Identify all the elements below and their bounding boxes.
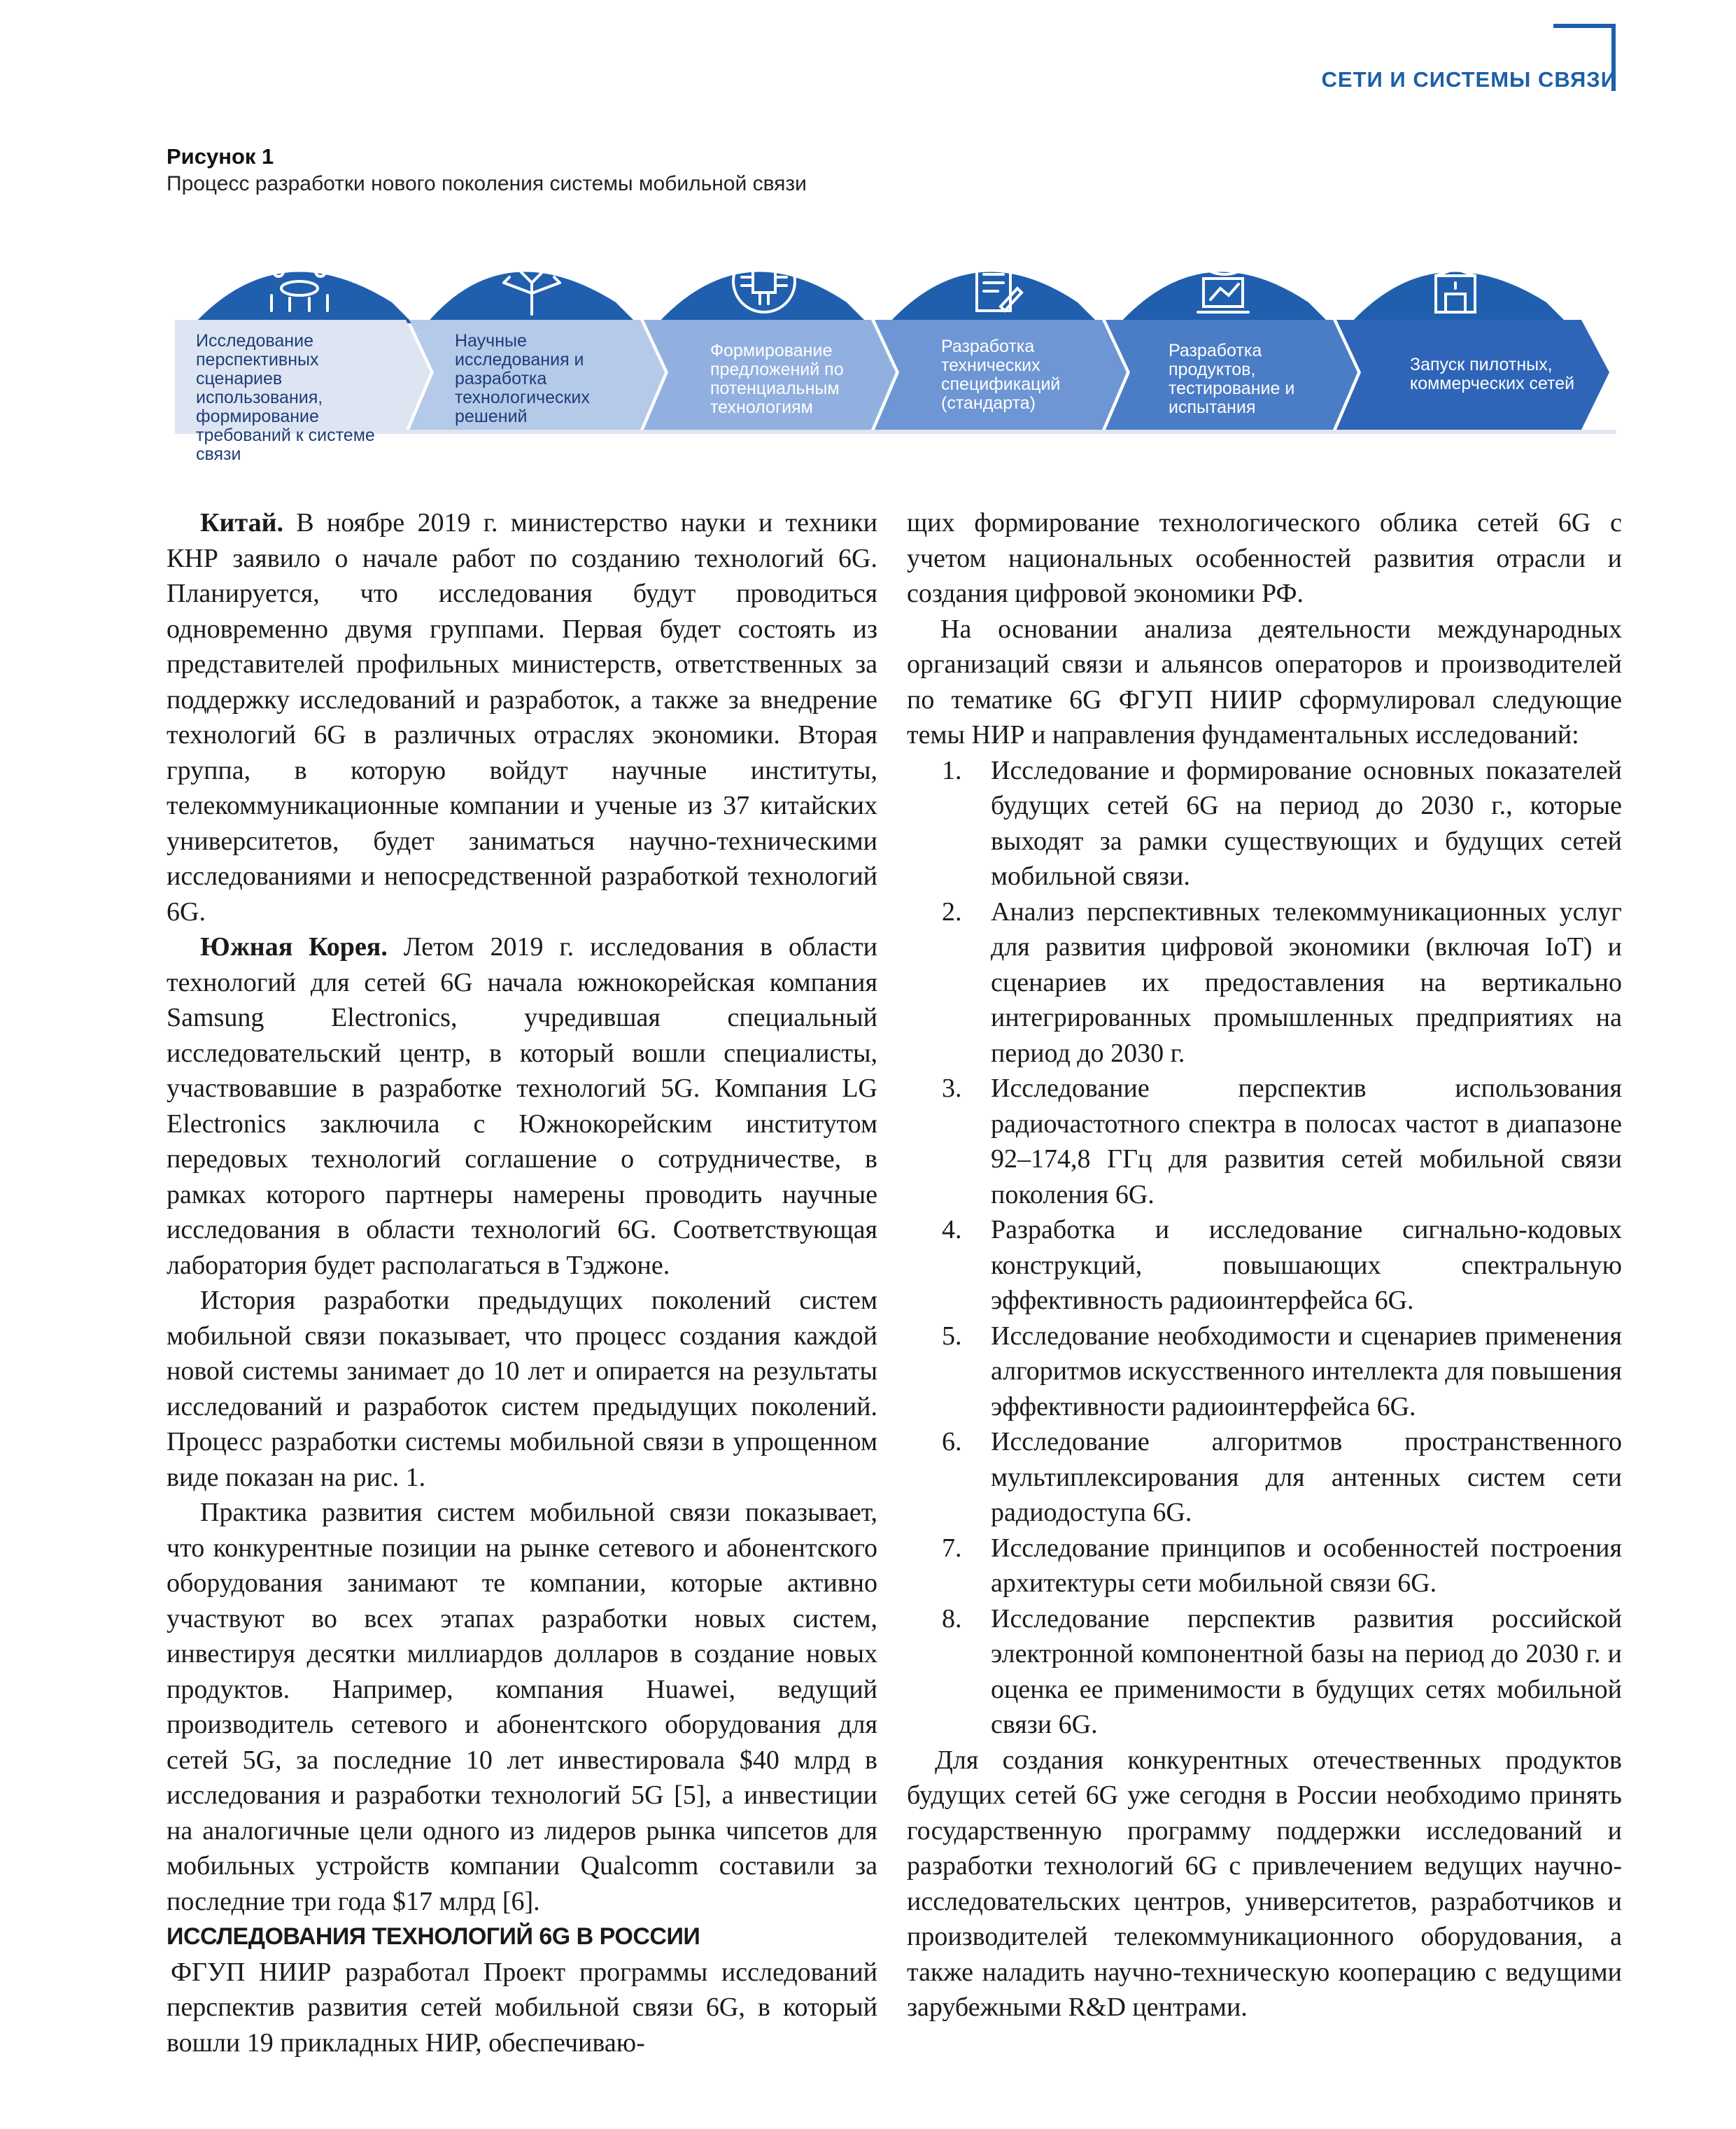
list-number: 7. bbox=[942, 1533, 962, 1563]
list-number: 4. bbox=[942, 1215, 962, 1244]
right-column bbox=[907, 505, 1622, 2025]
list-item bbox=[907, 1424, 1622, 1531]
stage-6-label: Запуск пилотных, коммерческих сетей bbox=[1410, 355, 1575, 393]
paragraph-continuation: щих формирование технологического облика сетей 6G с учетом национальных особенностей развития отрасли и создания цифровой экономики РФ. bbox=[907, 508, 1622, 608]
process-diagram bbox=[175, 246, 1616, 464]
paragraph-history: История разработки предыдущих поколений систем мобильной связи показывает, что процесс создания каждой новой системы занимает до 10 лет и опирается на результаты исследований и разработок систем предыдущих поколений. Процесс разработки системы мобильной связи в упрощенном виде показан на рис. 1. bbox=[167, 1286, 877, 1492]
stage-3-label: Формирование предложений по потенциальным технологиям bbox=[710, 341, 844, 417]
stage-4-label: Разработка технических спецификаций (стандарта) bbox=[941, 337, 1061, 413]
list-number: 2. bbox=[942, 897, 962, 927]
list-text: Исследование перспектив развития российской электронной компонентной базы на период до 2030 г. и оценка ее применимости в будущих сетях мобильной связи 6G. bbox=[991, 1603, 1622, 1739]
list-item bbox=[907, 1212, 1622, 1319]
stage-6-dome bbox=[1350, 272, 1567, 323]
running-head: СЕТИ И СИСТЕМЫ СВЯЗИ bbox=[1321, 67, 1617, 92]
list-number: 8. bbox=[942, 1603, 962, 1633]
china-text: В ноябре 2019 г. министерство науки и техники КНР заявило о начале работ по созданию технологий 6G. Планируется, что исследования будут проводиться одновременно двумя группами. Первая будет состоять из представителей профильных министерств, ответственных за поддержку исследований и разработок, а также за внедрение технологий 6G в различных отраслях экономики. Вторая группа, в которую войдут научные институты, телекоммуникационные компании и ученые из 37 китайских университетов, будет заниматься научно-техническими исследованиями и непосредственной разработкой технологий 6G. bbox=[167, 508, 877, 927]
paragraph-practice: Практика развития систем мобильной связи показывает, что конкурентные позиции на рынке сетевого и абонентского оборудования занимают те компании, которые активно участвуют во всех этапах разработки новых систем, инвестируя десятки миллиардов долларов в создание новых продуктов. Например, компания Huawei, ведущий производитель сетевого и абонентского оборудования для сетей 5G, за последние 10 лет инвестировала $40 млрд в исследования и разработки технологий 5G [5], а инвестиции на аналогичные цели одного из лидеров рынка чипсетов для мобильных устройств компании Qualcomm составили за последние три года $17 млрд [6]. bbox=[167, 1498, 877, 1916]
figure-caption: Процесс разработки нового поколения системы мобильной связи bbox=[167, 172, 807, 195]
list-text: Исследование алгоритмов пространственного мультиплексирования для антенных систем сети радиодоступа 6G. bbox=[991, 1427, 1622, 1527]
paragraph-china bbox=[167, 505, 877, 929]
list-text: Анализ перспективных телекоммуникационных услуг для развития цифровой экономики (включая IoT) и сценариев их предоставления на вертикально интегрированных промышленных предприятиях на период до 2030 г. bbox=[991, 897, 1622, 1068]
korea-text: Летом 2019 г. исследования в области технологий для сетей 6G начала южнокорейская компания Samsung Electronics, учредившая специальный исследовательский центр, в который вошли специалисты, участвовавшие в разработке технологий 5G. Компания LG Electronics заключила с Южнокорейским институтом передовых технологий соглашение о сотрудничестве, в рамках которого партнеры намерены проводить научные исследования в области технологий 6G. Соответствующая лаборатория будет располагаться в Тэджоне. bbox=[167, 932, 878, 1280]
paragraph-niir: ФГУП НИИР разработал Проект программы исследований перспектив развития сетей мобильной связи 6G, в который вошли 19 прикладных НИР, обеспечиваю- bbox=[167, 1957, 877, 2058]
list-number: 6. bbox=[942, 1427, 962, 1456]
figure-label: Рисунок 1 bbox=[167, 144, 274, 169]
list-text: Разработка и исследование сигнально-кодовых конструкций, повышающих спектральную эффективность радиоинтерфейса 6G. bbox=[991, 1215, 1622, 1315]
list-number: 5. bbox=[942, 1321, 962, 1351]
list-number: 1. bbox=[942, 755, 962, 785]
section-heading: ИССЛЕДОВАНИЯ ТЕХНОЛОГИЙ 6G В РОССИИ bbox=[167, 1923, 700, 1950]
stage-5-label: Разработка продуктов, тестирование и испытания bbox=[1169, 341, 1295, 417]
stage-1-dome bbox=[195, 272, 413, 323]
list-item bbox=[907, 1601, 1622, 1743]
korea-lead: Южная Корея. bbox=[200, 932, 388, 962]
paragraph-korea bbox=[167, 929, 877, 1283]
paragraph-topics-intro: На основании анализа деятельности международных организаций связи и альянсов операторов и производителей по тематике 6G ФГУП НИИР сформулировал следующие темы НИР и направления фундаментальных исследований: bbox=[907, 614, 1622, 750]
left-column bbox=[167, 505, 877, 2060]
list-text: Исследование перспектив использования радиочастотного спектра в полосах частот в диапазоне 92–174,8 ГГц для развития сетей мобильной связи поколения 6G. bbox=[991, 1074, 1622, 1209]
topics-list bbox=[907, 753, 1622, 1743]
stage-1-label: Исследование перспективных сценариев использования, формирование требований к системе связи bbox=[196, 331, 375, 464]
list-text: Исследование необходимости и сценариев применения алгоритмов искусственного интеллекта для повышения эффективности радиоинтерфейса 6G. bbox=[991, 1321, 1622, 1421]
stage-2-label: Научные исследования и разработка технологических решений bbox=[455, 331, 590, 426]
list-item bbox=[907, 1531, 1622, 1601]
list-number: 3. bbox=[942, 1074, 962, 1103]
list-item bbox=[907, 894, 1622, 1071]
paragraph-conclusion: Для создания конкурентных отечественных продуктов будущих сетей 6G уже сегодня в России необходимо принять государственную программу поддержки исследований и разработки технологий 6G с привлечением ведущих научно-исследовательских центров, университетов, разработчиков и производителей телекоммуникационного оборудования, а также наладить научно-техническую кооперацию с ведущими зарубежными R&D центрами. bbox=[907, 1745, 1622, 2022]
stage-3-dome bbox=[658, 272, 868, 323]
list-text: Исследование принципов и особенностей построения архитектуры сети мобильной связи 6G. bbox=[991, 1533, 1622, 1598]
china-lead: Китай. bbox=[200, 508, 283, 537]
list-item bbox=[907, 1319, 1622, 1425]
stage-4-dome bbox=[889, 272, 1099, 323]
list-text: Исследование и формирование основных показателей будущих сетей 6G на период до 2030 г., которые выходят за рамки существующих и будущих сетей мобильной связи. bbox=[991, 755, 1622, 891]
list-item bbox=[907, 753, 1622, 894]
list-item bbox=[907, 1071, 1622, 1212]
